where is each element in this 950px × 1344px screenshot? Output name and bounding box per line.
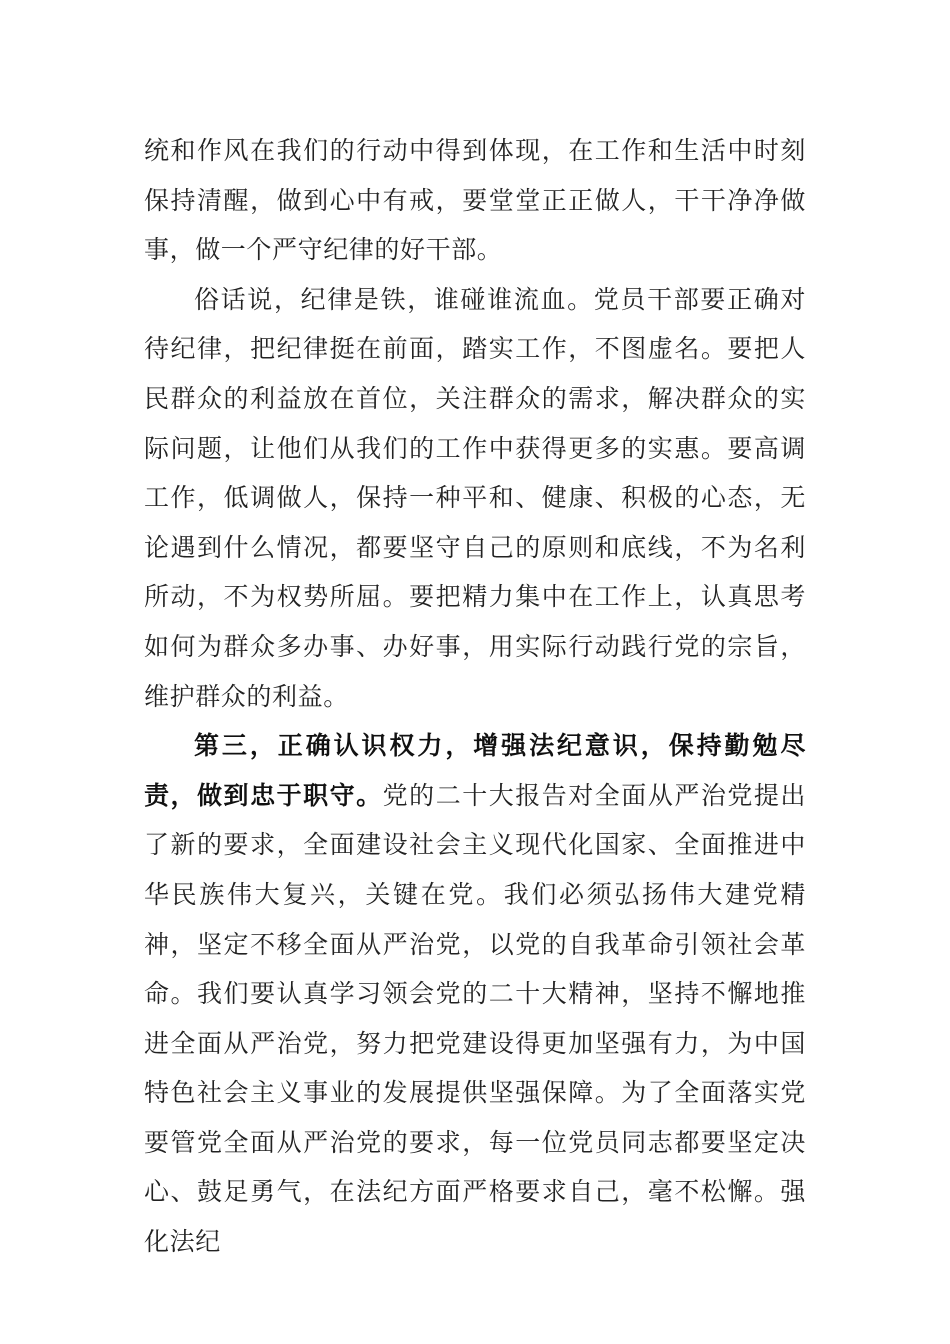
paragraph-discipline [144, 275, 806, 721]
paragraph-continued [144, 126, 806, 275]
paragraph-text: 统和作风在我们的行动中得到体现，在工作和生活中时刻保持清醒，做到心中有戒，要堂堂正正做人，干干净净做事，做一个严守纪律的好干部。 [144, 136, 806, 265]
paragraph-text: 俗话说，纪律是铁，谁碰谁流血。党员干部要正确对待纪律，把纪律挺在前面，踏实工作，不图虚名。要把人民群众的利益放在首位，关注群众的需求，解决群众的实际问题，让他们从我们的工作中获得更多的实惠。要高调工作，低调做人，保持一种平和、健康、积极的心态，无论遇到什么情况，都要坚守自己的原则和底线，不为名利所动，不为权势所屈。要把精力集中在工作上，认真思考如何为群众多办事、办好事，用实际行动践行党的宗旨，维护群众的利益。 [144, 284, 806, 711]
body-text [144, 126, 806, 1267]
paragraph-third-point [144, 721, 806, 1267]
paragraph-text: 党的二十大报告对全面从严治党提出了新的要求，全面建设社会主义现代化国家、全面推进中华民族伟大复兴，关键在党。我们必须弘扬伟大建党精神，坚定不移全面从严治党，以党的自我革命引领社会革命。我们要认真学习领会党的二十大精神，坚持不懈地推进全面从严治党，努力把党建设得更加坚强有力，为中国特色社会主义事业的发展提供坚强保障。为了全面落实党要管党全面从严治党的要求，每一位党员同志都要坚定决心、鼓足勇气，在法纪方面严格要求自己，毫不松懈。强化法纪 [144, 780, 806, 1257]
section-heading: 第三，正确认识权力，增强法纪意识，保持勤勉尽责，做到忠于职守。 [144, 731, 806, 810]
